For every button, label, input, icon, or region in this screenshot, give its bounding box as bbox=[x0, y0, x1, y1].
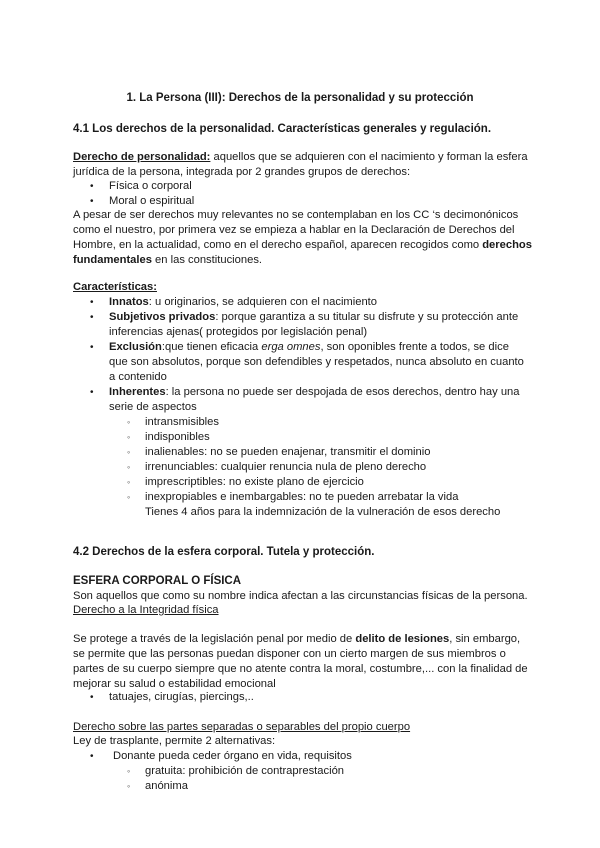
item-text: contenido bbox=[118, 371, 167, 383]
item-text: : porque garantiza a su titular su disfrute y su protección ante bbox=[215, 311, 519, 323]
history-bold-1: derechos bbox=[482, 239, 532, 251]
item-term: Inherentes bbox=[109, 386, 166, 398]
document-title: 1. La Persona (III): Derechos de la personalidad y su protección bbox=[126, 92, 474, 104]
integ-line-3: partes de su cuerpo siempre que no atente contra la moral, costumbre,... con la finalidad de bbox=[73, 663, 528, 675]
ley-trasplante: Ley de trasplante, permite 2 alternativas: bbox=[73, 735, 276, 747]
list-item: • tatuajes, cirugías, piercings,.. bbox=[73, 690, 529, 705]
integridad-paragraph bbox=[73, 632, 543, 692]
history-line-4: en las constituciones. bbox=[151, 254, 263, 266]
sub-list-item: ◦ imprescriptibles: no existe plano de ejercicio bbox=[73, 475, 545, 490]
history-line-1: A pesar de ser derechos muy relevantes no se contemplaban en los CC ‘s decimonónicos bbox=[73, 209, 519, 221]
integ-line-1b: , sin embargo, bbox=[449, 633, 521, 645]
groups-list bbox=[0, 179, 600, 209]
history-line-3: Hombre, en la actualidad, como en el derecho español, aparecen recogidos como bbox=[73, 239, 483, 251]
list-item: • Moral o espiritual bbox=[73, 194, 529, 209]
item-text: inferencias ajenas( protegidos por legislación penal) bbox=[109, 326, 368, 338]
list-item bbox=[73, 310, 529, 340]
integ-line-2: se permite que las personas puedan disponer con un cierto margen de sus miembros o bbox=[73, 648, 506, 660]
list-item bbox=[73, 340, 529, 385]
section-4-1-heading: 4.1 Los derechos de la personalidad. Características generales y regulación. bbox=[73, 123, 492, 135]
donante-list bbox=[0, 749, 600, 794]
item-text: , son oponibles frente a todos, se dice que bbox=[109, 341, 509, 368]
sub-list-item: ◦ inexpropiables e inembargables: no te pueden arrebatar la vida bbox=[73, 490, 545, 505]
integ-line-4: mejorar su salud o estabilidad emocional bbox=[73, 678, 276, 690]
examples-list bbox=[0, 690, 600, 705]
list-item bbox=[73, 295, 529, 310]
sub-list-item: ◦ anónima bbox=[73, 779, 545, 794]
item-italic: erga omnes bbox=[261, 341, 321, 353]
list-item: • Física o corporal bbox=[73, 179, 529, 194]
characteristics-heading: Características: bbox=[73, 281, 157, 293]
list-item: • Donante pueda ceder órgano en vida, requisitos bbox=[73, 749, 533, 764]
sub-list-item: ◦ irrenunciables: cualquier renuncia nula de pleno derecho bbox=[73, 460, 545, 475]
item-text: son absolutos, porque son defendibles y respetados, nunca absoluto en cuanto a bbox=[109, 356, 524, 383]
definition-text-2: jurídica de la persona, integrada por 2 grandes grupos de derechos: bbox=[73, 166, 411, 178]
history-paragraph bbox=[73, 208, 533, 268]
item-term: Innatos bbox=[109, 296, 149, 308]
definition-text-1: aquellos que se adquieren con el nacimiento y forman la esfera bbox=[210, 151, 528, 163]
sub-list-note: Tienes 4 años para la indemnización de la vulneración de esos derecho bbox=[145, 506, 501, 518]
partes-heading: Derecho sobre las partes separadas o separables del propio cuerpo bbox=[73, 721, 411, 733]
integridad-heading: Derecho a la Integridad física bbox=[73, 604, 219, 616]
integ-bold: delito de lesiones bbox=[355, 633, 450, 645]
item-text: :que tienen eficacia bbox=[161, 341, 262, 353]
definition-paragraph bbox=[73, 150, 533, 180]
characteristics-list bbox=[0, 295, 600, 520]
sub-list-item: ◦ gratuita: prohibición de contraprestación bbox=[73, 764, 545, 779]
history-bold-2: fundamentales bbox=[73, 254, 152, 266]
item-text: : la persona no puede ser despojada de esos derechos, dentro hay una bbox=[165, 386, 520, 398]
sub-list-item: ◦ indisponibles bbox=[73, 430, 545, 445]
sub-list-item: ◦ inalienables: no se pueden enajenar, transmitir el dominio bbox=[73, 445, 545, 460]
item-text: serie de aspectos bbox=[109, 401, 197, 413]
definition-term: Derecho de personalidad: bbox=[73, 151, 211, 163]
item-term: Subjetivos privados bbox=[109, 311, 216, 323]
esfera-corporal-heading: ESFERA CORPORAL O FÍSICA bbox=[73, 575, 242, 587]
history-line-2: como el nuestro, por primera vez se empieza a hablar en la Declaración de Derechos del bbox=[73, 224, 515, 236]
sub-list-item: ◦ intransmisibles bbox=[73, 415, 545, 430]
integ-line-1: Se protege a través de la legislación penal por medio de bbox=[73, 633, 356, 645]
section-4-2-heading: 4.2 Derechos de la esfera corporal. Tutela y protección. bbox=[73, 546, 375, 558]
item-text: : u originarios, se adquieren con el nacimiento bbox=[148, 296, 378, 308]
list-item bbox=[73, 385, 529, 415]
esfera-intro: Son aquellos que como su nombre indica afectan a las circunstancias físicas de la persona. bbox=[73, 590, 528, 602]
item-term: Exclusión bbox=[109, 341, 162, 353]
